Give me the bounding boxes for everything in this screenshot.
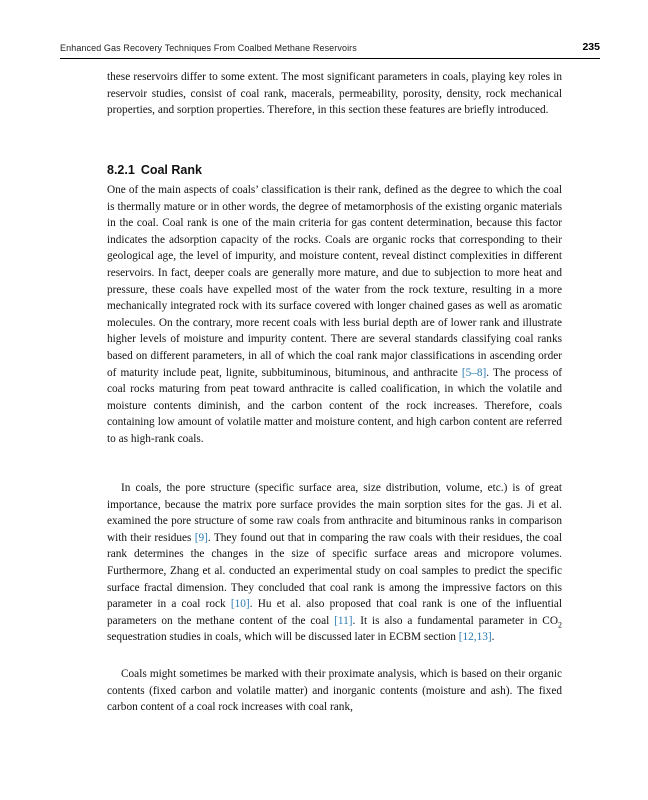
co2-subscript: 2 xyxy=(558,620,562,629)
text-segment: sequestration studies in coals, which will be discussed later in ECBM section xyxy=(107,631,459,644)
running-title: Enhanced Gas Recovery Techniques From Coalbed Methane Reservoirs xyxy=(60,43,357,53)
text-segment: . They found out that in comparing the raw coals with their residues, the coal rank determines the changes in the size of specific surface areas and micropore volumes. Furthermore, Zhang et al. conducted an experimental study on coal samples to predict the specific surface fractal dimension. They concluded that coal rank is among the impressive factors on this parameter in a coal rock xyxy=(107,531,563,611)
section-title: Coal Rank xyxy=(140,163,202,177)
proximate-analysis-paragraph: Coals might sometimes be marked with their proximate analysis, which is based on their organic contents (fixed carbon and volatile matter) and inorganic contents (moisture and ash). The fixed carbon content of a coal rock increases with coal rank, xyxy=(107,668,562,714)
citation-link[interactable]: [11] xyxy=(334,614,353,627)
citation-link[interactable]: [5–8] xyxy=(461,366,487,379)
section-heading xyxy=(107,163,208,177)
page-number: 235 xyxy=(582,41,600,53)
section-number: 8.2.1 xyxy=(107,163,135,177)
intro-paragraph: these reservoirs differ to some extent. The most significant parameters in coals, playing key roles in reservoir studies, consist of coal rank, macerals, permeability, porosity, density, rock mechanical properties, and sorption properties. Therefore, in this section these features are briefly introduced. xyxy=(107,71,562,117)
text-segment: . It is also a fundamental parameter in CO xyxy=(352,614,558,627)
text-segment: In coals, the pore structure (specific surface area, size distribution, volume, etc.) is of great importance, because the matrix pore surface provides the main sorption sites for the gas. Ji et al. examined the pore structure of some raw coals from anthracite and bituminous ranks in comparison with their residues xyxy=(107,482,562,544)
text-segment: . Hu et al. also proposed that coal rank is one of the influential parameters on the methane content of the coal xyxy=(107,598,562,627)
text-segment: . The process of coal rocks maturing from peat toward anthracite is called coalification, in which the volatile and moisture contents diminish, and the carbon content of the rock increases. Therefore, coals containing low amount of volatile matter and moisture content, and high carbon content are referred to as high-rank coals. xyxy=(107,366,562,445)
text-segment: One of the main aspects of coals’ classification is their rank, defined as the degree to which the coal is thermally mature or in other words, the degree of metamorphosis of the existing organic materials in the coal. Coal rank is one of the main criteria for gas content determination, because this factor indicates the adsorption capacity of the rocks. Coals are organic rocks that corresponding to their geological age, the level of impurity, and moisture content, reveal distinct complexities in different reservoirs. In fact, deeper coals are generally more mature, and due to subjection to more heat and pressure, these coals have expelled most of the water from the rock texture, resulting in a more mechanically integrated rock with its surface covered with longer chained gases as well as aromatic molecules. On the contrary, more recent coals with less burial depth are of lower rank and illustrate higher levels of moisture and impurity content. There are several standards classifying coal ranks based on different parameters, in all of which the coal rank major classifications in ascending order of maturity include peat, lignite, subbituminous, bituminous, and anthracite xyxy=(107,184,562,379)
text-segment: . xyxy=(491,631,495,644)
citation-link[interactable]: [12,13] xyxy=(458,631,492,644)
pore-structure-paragraph xyxy=(107,480,562,646)
citation-link[interactable]: [9] xyxy=(194,531,208,544)
coal-rank-paragraph xyxy=(107,182,562,448)
running-header xyxy=(60,40,600,59)
citation-link[interactable]: [10] xyxy=(230,598,250,611)
